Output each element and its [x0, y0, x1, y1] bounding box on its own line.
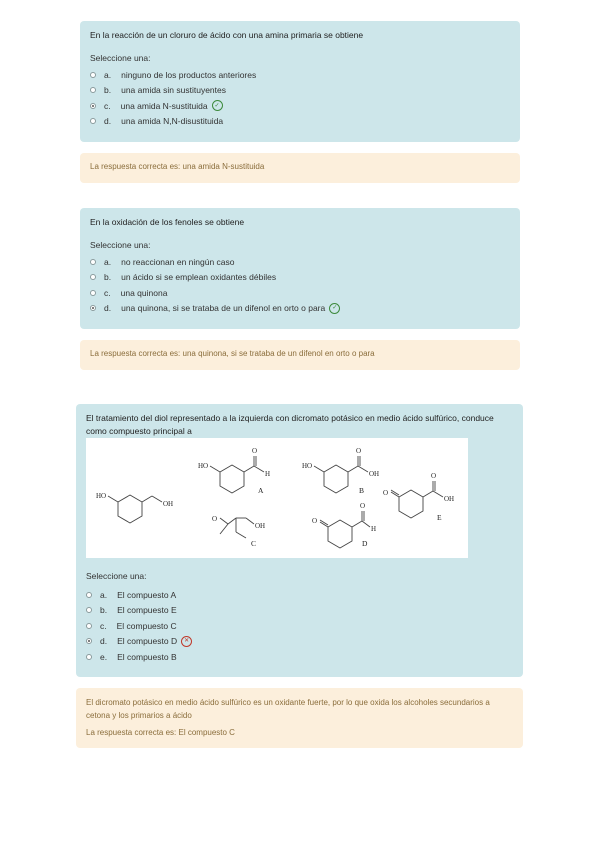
a-o-label: O	[252, 447, 258, 455]
compound-b-label: B	[359, 486, 365, 495]
radio-button[interactable]	[86, 654, 92, 660]
radio-button[interactable]	[86, 623, 92, 629]
question-text: El tratamiento del diol representado a la izquierda con dicromato potásico en medio ácido sulfúrico, conduce como compuesto principal a	[86, 413, 494, 436]
option-c[interactable]: c. El compuesto C	[86, 618, 511, 634]
option-e[interactable]: e. El compuesto B	[86, 649, 511, 665]
radio-button-selected[interactable]	[90, 103, 96, 109]
select-prompt: Seleccione una:	[90, 53, 151, 63]
diol-oh-label: OH	[163, 500, 174, 508]
diol-ring	[118, 495, 142, 523]
diol-ho-label: HO	[96, 492, 107, 500]
d-h-label: H	[371, 525, 377, 533]
question-2-panel	[80, 208, 520, 329]
option-label: ninguno de los productos anteriores	[121, 69, 257, 80]
feedback-2	[80, 340, 520, 370]
radio-button-selected[interactable]	[86, 638, 92, 644]
b-oh-label: OH	[369, 470, 380, 478]
compound-d-ring	[328, 520, 352, 548]
question-text: En la reacción de un cloruro de ácido con una amina primaria se obtiene	[90, 30, 364, 40]
option-d[interactable]: d. una quinona, si se trataba de un difenol en orto o para ✓	[90, 301, 510, 317]
radio-button-selected[interactable]	[90, 305, 96, 311]
compound-d-label: D	[362, 539, 368, 548]
c-o-label: O	[212, 515, 218, 523]
question-1-panel	[80, 21, 520, 142]
option-a[interactable]: a. no reaccionan en ningún caso	[90, 254, 510, 270]
question-3-panel	[76, 404, 523, 677]
d-o2-label: O	[360, 502, 366, 510]
option-label: El compuesto A	[117, 589, 177, 600]
feedback-3	[76, 688, 523, 748]
option-label: El compuesto E	[117, 605, 177, 616]
option-label: una quinona	[120, 287, 168, 298]
b-ho-label: HO	[302, 462, 313, 470]
option-label: una amida sin sustituyentes	[121, 85, 226, 96]
e-o-label: O	[383, 489, 389, 497]
correct-answer-text: La respuesta correcta es: una quinona, si se trataba de un difenol en orto o para	[90, 349, 375, 358]
chemical-structures-image	[86, 438, 468, 558]
radio-button[interactable]	[90, 87, 96, 93]
option-b[interactable]: b. un ácido si se emplean oxidantes débiles	[90, 270, 510, 286]
c-oh-label: OH	[255, 522, 266, 530]
a-ho-label: HO	[198, 462, 209, 470]
d-o-label: O	[312, 517, 318, 525]
radio-button[interactable]	[90, 72, 96, 78]
e-o2-label: O	[431, 472, 437, 480]
e-oh-label: OH	[444, 495, 455, 503]
option-label: El compuesto C	[116, 620, 177, 631]
option-c[interactable]: c. una amida N-sustituida ✓	[90, 98, 510, 114]
radio-button[interactable]	[90, 274, 96, 280]
structures-svg	[86, 438, 468, 558]
question-text: En la oxidación de los fenoles se obtiene	[90, 217, 245, 227]
compound-e-label: E	[437, 513, 442, 522]
compound-b-ring	[324, 465, 348, 493]
incorrect-icon: ✕	[181, 636, 192, 647]
radio-button[interactable]	[86, 607, 92, 613]
select-prompt: Seleccione una:	[90, 240, 151, 250]
correct-answer-text: La respuesta correcta es: una amida N-sustituida	[90, 162, 265, 171]
check-icon: ✓	[212, 100, 223, 111]
radio-button[interactable]	[90, 118, 96, 124]
radio-button[interactable]	[86, 592, 92, 598]
option-label: una amida N,N-disustituida	[121, 116, 224, 127]
option-c[interactable]: c. una quinona	[90, 285, 510, 301]
option-label: una amida N-sustituida	[120, 100, 208, 111]
correct-answer-text: La respuesta correcta es: El compuesto C	[86, 728, 235, 737]
radio-button[interactable]	[90, 259, 96, 265]
explanation-text: El dicromato potásico en medio ácido sulfúrico es un oxidante fuerte, por lo que oxida los alcoholes secundarios a cetona y los primarios a ácido	[86, 698, 490, 720]
option-b[interactable]: b. una amida sin sustituyentes	[90, 83, 510, 99]
option-d[interactable]: d. una amida N,N-disustituida	[90, 114, 510, 130]
option-d[interactable]: d. El compuesto D ✕	[86, 634, 511, 650]
option-label: El compuesto B	[117, 651, 177, 662]
compound-a-label: A	[258, 486, 264, 495]
radio-button[interactable]	[90, 290, 96, 296]
select-prompt: Seleccione una:	[86, 571, 147, 581]
option-a[interactable]: a. ninguno de los productos anteriores	[90, 67, 510, 83]
option-label: no reaccionan en ningún caso	[121, 256, 235, 267]
option-a[interactable]: a. El compuesto A	[86, 587, 511, 603]
a-h-label: H	[265, 470, 271, 478]
option-label: El compuesto D	[117, 636, 178, 647]
check-icon: ✓	[329, 303, 340, 314]
option-label: una quinona, si se trataba de un difenol en orto o para	[121, 303, 326, 314]
compound-a-ring	[220, 465, 244, 493]
b-o-label: O	[356, 447, 362, 455]
compound-e-ring	[399, 490, 423, 518]
option-label: un ácido si se emplean oxidantes débiles	[121, 272, 277, 283]
option-b[interactable]: b. El compuesto E	[86, 603, 511, 619]
feedback-1	[80, 153, 520, 183]
compound-c-label: C	[251, 539, 257, 548]
